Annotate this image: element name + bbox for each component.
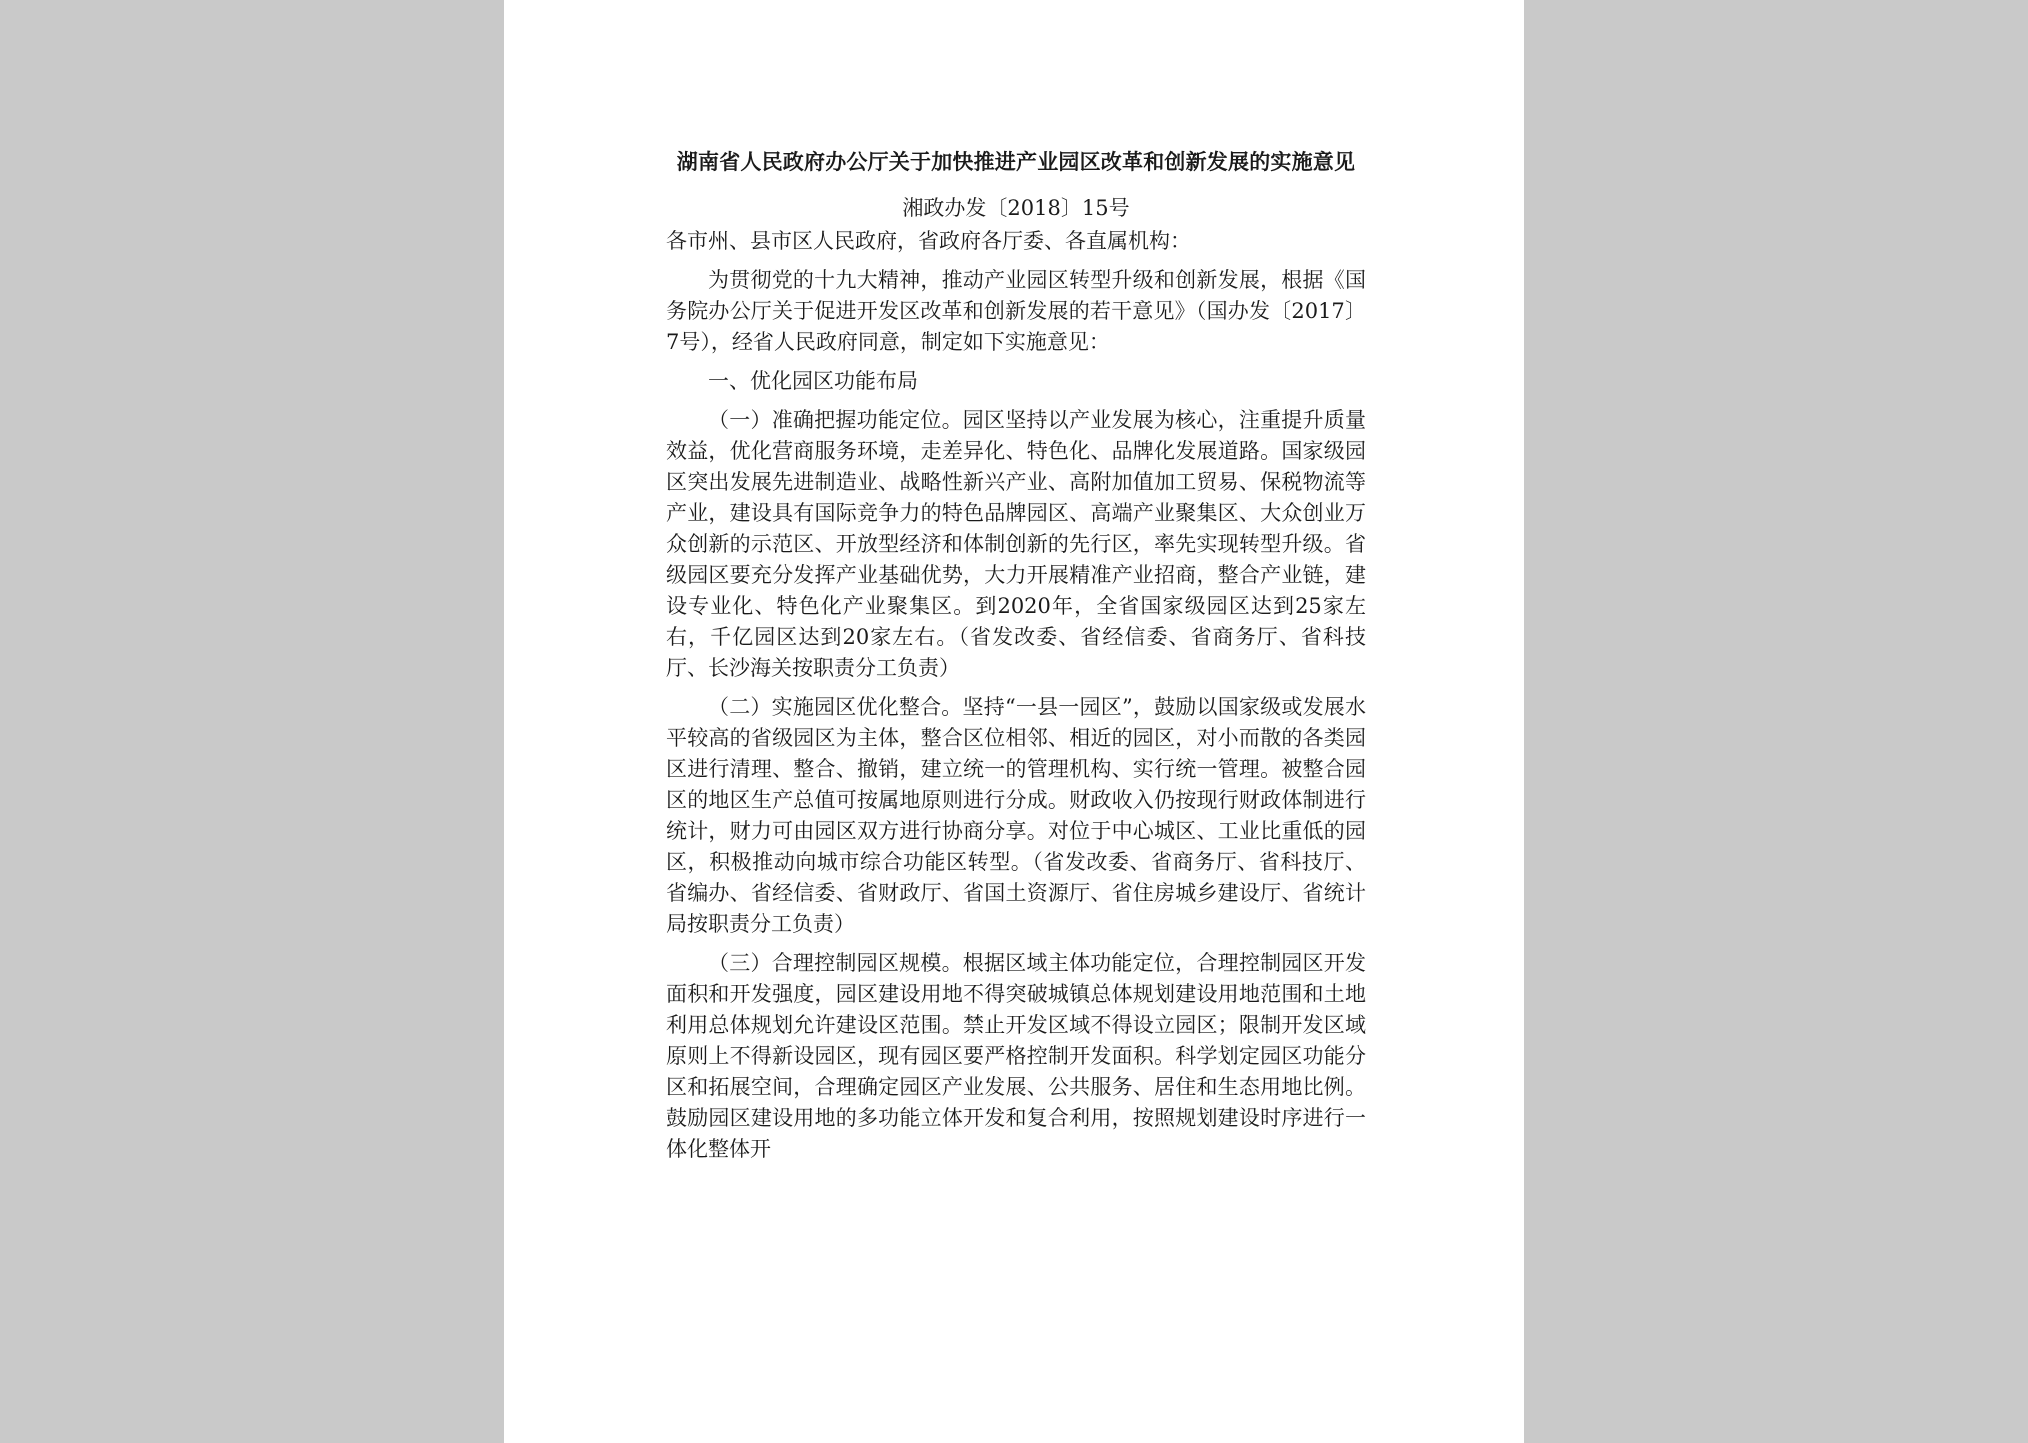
document-page (504, 0, 1524, 1443)
document-content (666, 146, 1366, 1173)
addressee-line: 各市州、县市区人民政府，省政府各厅委、各直属机构： (666, 229, 1191, 253)
paragraph-1: （一）准确把握功能定位。园区坚持以产业发展为核心，注重提升质量效益，优化营商服务环境，走差异化、特色化、品牌化发展道路。国家级园区突出发展先进制造业、战略性新兴产业、高附加值加工贸易、保税物流等产业，建设具有国际竞争力的特色品牌园区、高端产业聚集区、大众创业万众创新的示范区、开放型经济和体制创新的先行区，率先实现转型升级。省级园区要充分发挥产业基础优势，大力开展精准产业招商，整合产业链，建设专业化、特色化产业聚集区。到2020年，全省国家级园区达到25家左右，千亿园区达到20家左右。（省发改委、省经信委、省商务厅、省科技厅、长沙海关按职责分工负责） (666, 408, 1366, 680)
paragraph-3: （三）合理控制园区规模。根据区域主体功能定位，合理控制园区开发面积和开发强度，园区建设用地不得突破城镇总体规划建设用地范围和土地利用总体规划允许建设区范围。禁止开发区域不得设立园区；限制开发区域原则上不得新设园区，现有园区要严格控制开发面积。科学划定园区功能分区和拓展空间，合理确定园区产业发展、公共服务、居住和生态用地比例。鼓励园区建设用地的多功能立体开发和复合利用，按照规划建设时序进行一体化整体开 (666, 951, 1366, 1161)
document-title: 湖南省人民政府办公厅关于加快推进产业园区改革和创新发展的实施意见 (676, 149, 1356, 174)
document-number: 湘政办发〔2018〕15号 (902, 196, 1130, 220)
intro-paragraph: 为贯彻党的十九大精神，推动产业园区转型升级和创新发展，根据《国务院办公厅关于促进开发区改革和创新发展的若干意见》（国办发〔2017〕7号），经省人民政府同意，制定如下实施意见： (666, 268, 1366, 354)
paragraph-2: （二）实施园区优化整合。坚持“一县一园区”，鼓励以国家级或发展水平较高的省级园区为主体，整合区位相邻、相近的园区，对小而散的各类园区进行清理、整合、撤销，建立统一的管理机构、实行统一管理。被整合园区的地区生产总值可按属地原则进行分成。财政收入仍按现行财政体制进行统计，财力可由园区双方进行协商分享。对位于中心城区、工业比重低的园区，积极推动向城市综合功能区转型。（省发改委、省商务厅、省科技厅、省编办、省经信委、省财政厅、省国土资源厅、省住房城乡建设厅、省统计局按职责分工负责） (666, 695, 1366, 936)
section-heading-1: 一、优化园区功能布局 (708, 369, 918, 393)
